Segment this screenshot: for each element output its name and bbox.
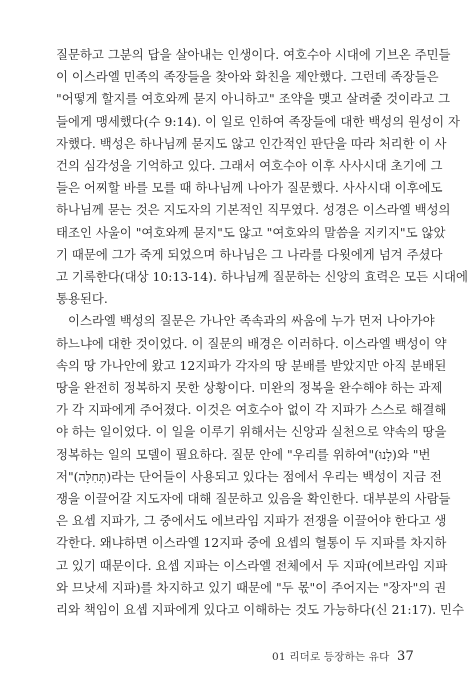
text-line: 건의 심각성을 기억하고 있다. 그래서 여호수아 이후 사사시대 초기에 그: [56, 158, 443, 174]
text-line: 질문하고 그분의 답을 살아내는 인생이다. 여호수아 시대에 기브온 주민들: [56, 47, 451, 62]
text-line: 와 므낫세 지파)를 차지하고 있기 때문에 "두 몫"이 주어지는 "장자"의 권: [56, 579, 447, 595]
text-line: 이 이스라엘 민족의 족장들을 찾아와 화친을 제안했다. 그런데 족장들은: [56, 69, 439, 85]
text-line: 속의 땅 가나안에 왔고 12지파가 각자의 땅 분배를 받았지만 아직 분배된: [56, 357, 447, 373]
text-line: 들에게 맹세했다(수 9:14). 이 일로 인하여 족장들에 대한 백성의 원성이 자: [56, 113, 460, 129]
text-line: 저"(תְּחִלָּה)라는 단어들이 사용되고 있다는 점에서 우리는 백성이 지금 전: [56, 468, 442, 484]
text-line: 각한다. 왜냐하면 이스라엘 12지파 중에 요셉의 혈통이 두 지파를 차지하: [56, 535, 447, 551]
text-line: 야 하는 일이었다. 이 일을 이루기 위해서는 신앙과 실천으로 약속의 땅을: [56, 424, 447, 440]
running-footer: [272, 649, 414, 664]
text-line: 리와 책임이 요셉 지파에게 있다고 이해하는 것도 가능하다(신 21:17). 민수: [56, 602, 464, 618]
text-line: 자했다. 백성은 하나님께 묻지도 않고 인간적인 판단을 따라 처리한 이 사: [56, 135, 447, 151]
text-line: 태조인 사울이 "여호와께 묻지"도 않고 "여호와의 말씀을 지키지"도 않았: [56, 224, 446, 240]
text-line: 하느냐에 대한 것이었다. 이 질문의 배경은 이러하다. 이스라엘 백성이 약: [56, 335, 447, 351]
text-line: 고 있기 때문이다. 요셉 지파는 이스라엘 전체에서 두 지파(에브라임 지파: [56, 557, 448, 573]
body-text: [56, 44, 468, 621]
text-line: 하나님께 묻는 것은 지도자의 기본적인 직무였다. 성경은 이스라엘 백성의: [56, 202, 451, 218]
text-line: 통용된다.: [56, 291, 108, 307]
text-line: 기 때문에 그가 죽게 되었으며 하나님은 그 나라를 다윗에게 넘겨 주셨다: [56, 246, 443, 262]
text-line: 이스라엘 백성의 질문은 가나안 족속과의 싸움에 누가 먼저 나아가야: [68, 313, 435, 329]
paragraph-2: [56, 310, 464, 621]
chapter-title: 01 리더로 등장하는 유다: [272, 651, 390, 663]
text-line: 정복하는 일의 모델이 필요하다. 질문 안에 "우리를 위하여"(לָנוּ)와 "번: [56, 446, 431, 462]
paragraph-1: [56, 44, 468, 310]
text-line: 땅을 완전히 정복하지 못한 상황이다. 미완의 정복을 완수해야 하는 과제: [56, 380, 443, 396]
text-line: 은 요셉 지파가, 그 중에서도 에브라임 지파가 전쟁을 이끌어야 한다고 생: [56, 513, 447, 529]
text-line: 쟁을 이끌어갈 지도자에 대해 질문하고 있음을 확인한다. 대부분의 사람들: [56, 491, 451, 507]
text-line: "어떻게 할지를 여호와께 묻지 아니하고" 조약을 맺고 살려줄 것이라고 그: [56, 91, 450, 107]
text-line: 들은 어찌할 바를 모를 때 하나님께 나아가 질문했다. 사사시대 이후에도: [56, 180, 443, 196]
text-line: 가 각 지파에게 주어졌다. 이것은 여호수아 없이 각 지파가 스스로 해결해: [56, 402, 447, 418]
page-number: 37: [397, 649, 414, 664]
text-line: 고 기록한다(대상 10:13-14). 하나님께 질문하는 신앙의 효력은 모든 시대에: [56, 269, 468, 285]
